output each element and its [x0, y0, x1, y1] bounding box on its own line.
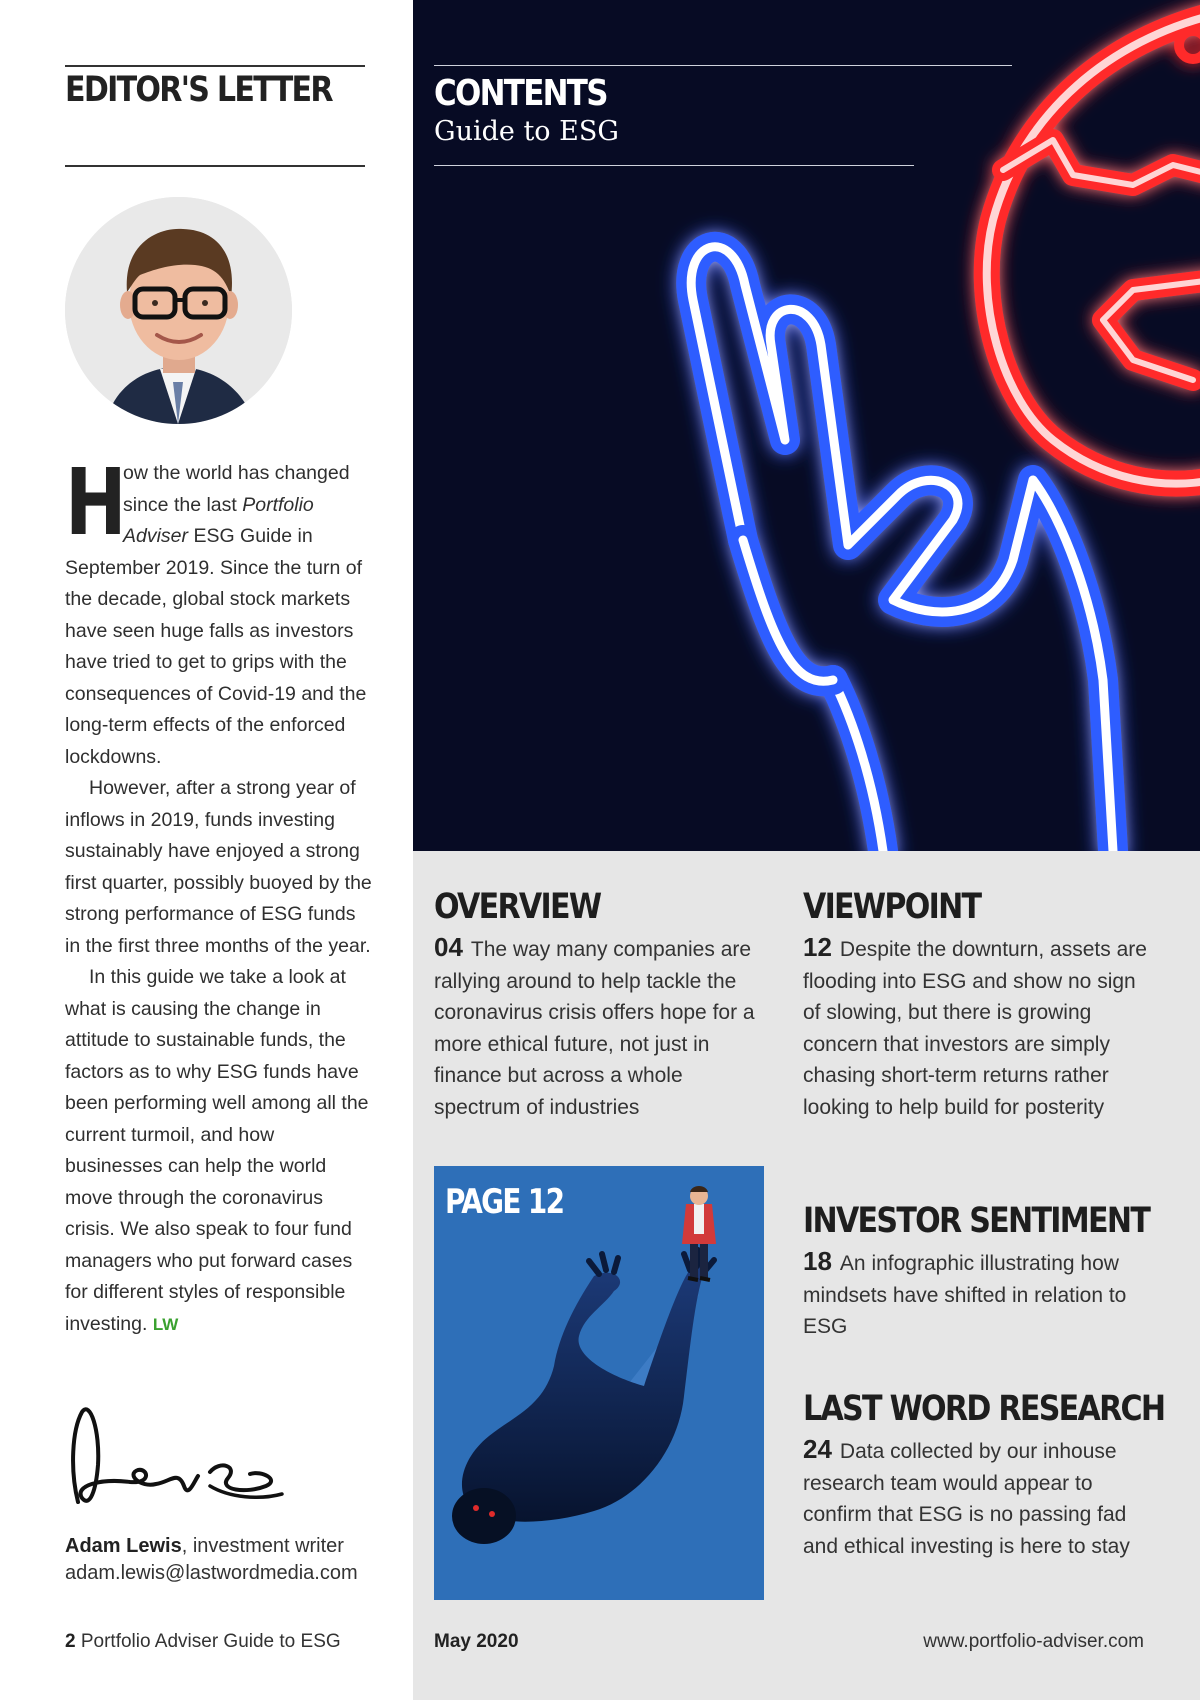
heading-rule: [65, 165, 365, 167]
editor-portrait: [65, 197, 292, 424]
letter-p3: In this guide we take a look at what is causing the change in attitude to sustainable funds, the factors as to why ESG funds have been performing well among all the current turmoil, and how businesses can help the world move through the coronavirus crisis. We also speak to four fund managers who put forward cases for different styles of responsible investing.: [65, 966, 369, 1335]
section-viewpoint[interactable]: [803, 886, 1148, 1123]
section-description: Despite the downturn, assets are flooding into ESG and show no sign of slowing, but there is growing concern that investors are simply chasing short-term returns rather looking to help build for posterity: [803, 938, 1147, 1119]
section-page-number: 12: [803, 932, 832, 962]
section-overview[interactable]: [434, 886, 774, 1123]
author-email: adam.lewis@lastwordmedia.com: [65, 1562, 358, 1584]
section-page-number: 18: [803, 1246, 832, 1276]
drop-cap: H: [65, 449, 127, 556]
author-role: , investment writer: [181, 1535, 344, 1557]
website-link[interactable]: www.portfolio-adviser.com: [923, 1631, 1144, 1652]
page-12-preview[interactable]: [434, 1166, 764, 1600]
contents-top-rule: [434, 65, 1012, 66]
section-description: The way many companies are rallying around to help tackle the coronavirus crisis offers hope for a more ethical future, not just in finance but across a whole spectrum of industries: [434, 938, 755, 1119]
letter-p1-end: ESG Guide in September 2019. Since the turn of the decade, global stock markets have seen huge falls as investors have tried to get to grips with the consequences of Covid-19 and the long-term effects of the enforced lockdowns.: [65, 525, 367, 768]
section-page-number: 04: [434, 932, 463, 962]
section-title: OVERVIEW: [434, 887, 601, 927]
portrait-illustration: [65, 197, 292, 424]
letter-p2: However, after a strong year of inflows in 2019, funds investing sustainably have enjoyed a strong first quarter, possibly buoyed by the strong performance of ESG funds in the first three months of the year.: [65, 777, 372, 957]
editors-letter-heading: EDITOR'S LETTER: [65, 70, 332, 110]
publication-name: Portfolio Adviser: [123, 493, 314, 547]
contents-column: [413, 0, 1200, 1700]
contents-subheading: Guide to ESG: [434, 116, 619, 147]
contents-heading: CONTENTS: [434, 73, 607, 114]
top-rule: [65, 65, 365, 67]
section-title: VIEWPOINT: [803, 887, 981, 927]
issue-date: May 2020: [434, 1631, 519, 1652]
author-credit: [65, 1533, 358, 1587]
thumbnail-label: PAGE 12: [445, 1182, 564, 1222]
footer-left: [65, 1631, 341, 1653]
publication-footer: Portfolio Adviser Guide to ESG: [80, 1631, 341, 1652]
signature-image: [60, 1390, 300, 1520]
section-description: An infographic illustrating how mindsets have shifted in relation to ESG: [803, 1252, 1127, 1338]
page-number: 2: [65, 1631, 76, 1652]
section-title: LAST WORD RESEARCH: [803, 1389, 1165, 1429]
hero-image: [413, 0, 1200, 851]
section-description: Data collected by our inhouse research team would appear to confirm that ESG is no passing fad and ethical investing is here to stay: [803, 1440, 1130, 1558]
contents-bottom-rule: [434, 165, 914, 166]
section-last-word-research[interactable]: [803, 1388, 1165, 1562]
shadow-monster-illustration: [434, 1166, 764, 1600]
sign-off-initials: LW: [152, 1314, 179, 1334]
editors-letter-body: [65, 449, 375, 1340]
letter-p1-start: ow the world has changed since the last: [123, 462, 350, 516]
section-investor-sentiment[interactable]: [803, 1200, 1148, 1343]
section-title: INVESTOR SENTIMENT: [803, 1201, 1150, 1241]
editors-letter-column: [0, 0, 413, 1700]
author-name: Adam Lewis: [65, 1535, 182, 1557]
section-page-number: 24: [803, 1434, 832, 1464]
